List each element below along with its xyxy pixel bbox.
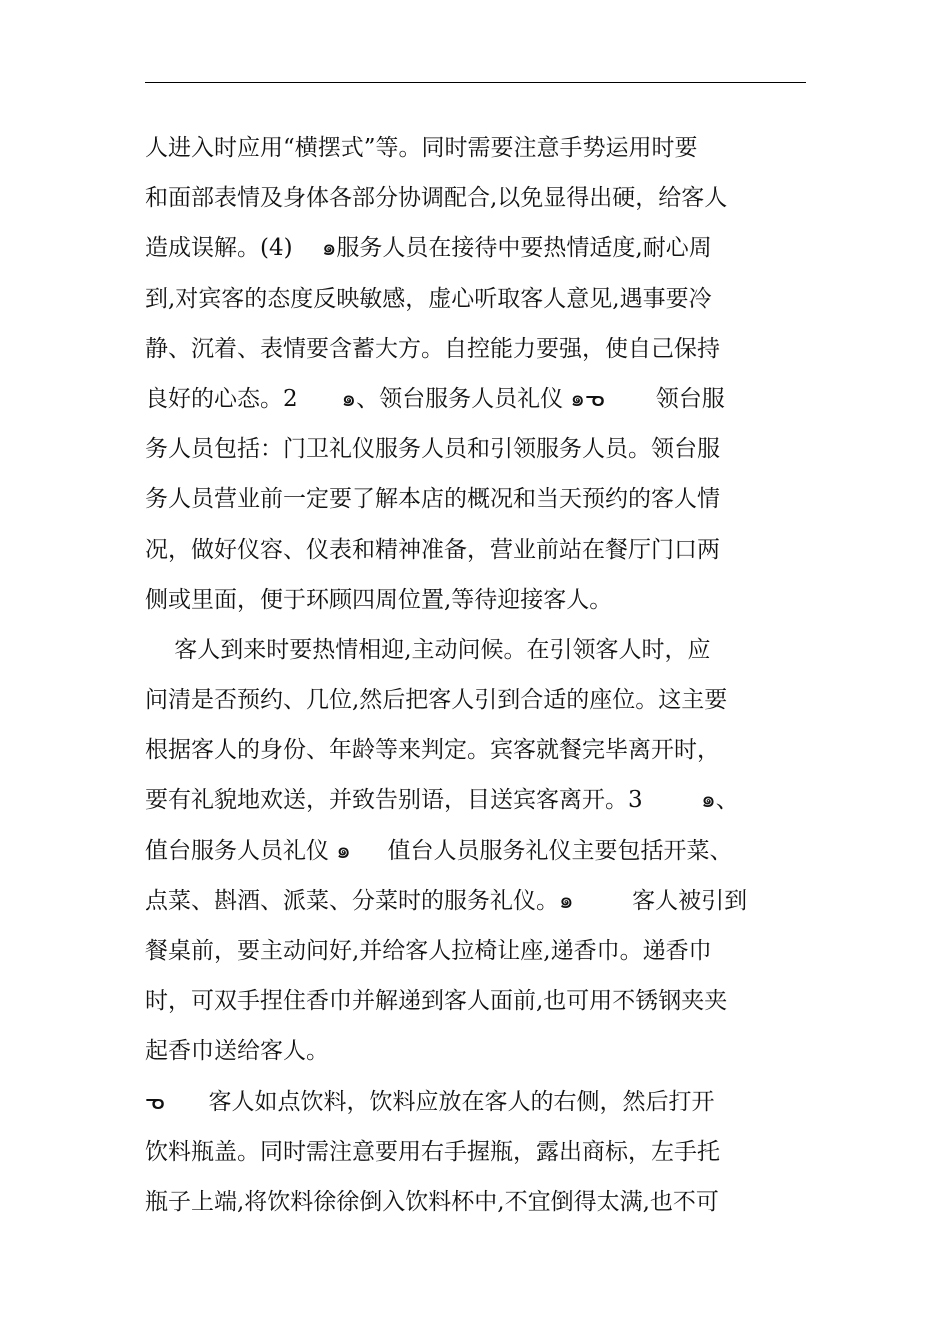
text-line: ᓀ 客人如点饮料，饮料应放在客人的右侧，然后打开 [145, 1088, 715, 1115]
text-line: 和面部表情及身体各部分协调配合,以免显得出硬，给客人 [145, 185, 728, 212]
text-line: 值台服务人员礼仪 ๑ 值台人员服务礼仪主要包括开菜、 [145, 837, 733, 864]
text-line: 瓶子上端,将饮料徐徐倒入饮料杯中,不宜倒得太满,也不可 [145, 1188, 719, 1215]
text-line: 良好的心态。2 ๑、领台服务人员礼仪 ๑ᓀ 领台服 [145, 385, 725, 412]
text-line: 务人员包括：门卫礼仪服务人员和引领服务人员。领台服 [145, 436, 720, 463]
text-line: 问清是否预约、几位,然后把客人引到合适的座位。这主要 [145, 687, 728, 714]
text-line: 侧或里面，便于环顾四周位置,等待迎接客人。 [145, 586, 613, 613]
text-line: 造成误解。(4) ๑服务人员在接待中要热情适度,耐心周 [145, 235, 712, 262]
body-text [145, 123, 806, 1227]
text-line: 点菜、斟酒、派菜、分菜时的服务礼仪。๑ 客人被引到 [145, 887, 748, 914]
text-line: 根据客人的身份、年龄等来判定。宾客就餐完毕离开时， [145, 737, 720, 764]
text-line: 要有礼貌地欢送，并致告别语，目送宾客离开。3 ๑、 [145, 787, 739, 814]
text-line: 餐桌前，要主动问好,并给客人拉椅让座,递香巾。递香巾 [145, 938, 712, 964]
text-line: 饮料瓶盖。同时需注意要用右手握瓶，露出商标，左手托 [145, 1138, 720, 1165]
text-line: 人进入时应用“横摆式”等。同时需要注意手势运用时要 [145, 135, 698, 161]
text-line: 况，做好仪容、仪表和精神准备，营业前站在餐厅门口两 [145, 536, 720, 563]
text-line: 客人到来时要热情相迎,主动问候。在引领客人时，应 [145, 636, 711, 663]
text-line: 起香巾送给客人。 [145, 1038, 329, 1065]
text-line: 静、沉着、表情要含蓄大方。自控能力要强，使自己保持 [145, 335, 720, 362]
text-line: 到,对宾客的态度反映敏感，虚心听取客人意见,遇事要冷 [145, 285, 712, 312]
text-line: 时，可双手捏住香巾并解递到客人面前,也可用不锈钢夹夹 [145, 988, 728, 1015]
header-rule [145, 82, 806, 83]
text-line: 务人员营业前一定要了解本店的概况和当天预约的客人情 [145, 486, 720, 513]
